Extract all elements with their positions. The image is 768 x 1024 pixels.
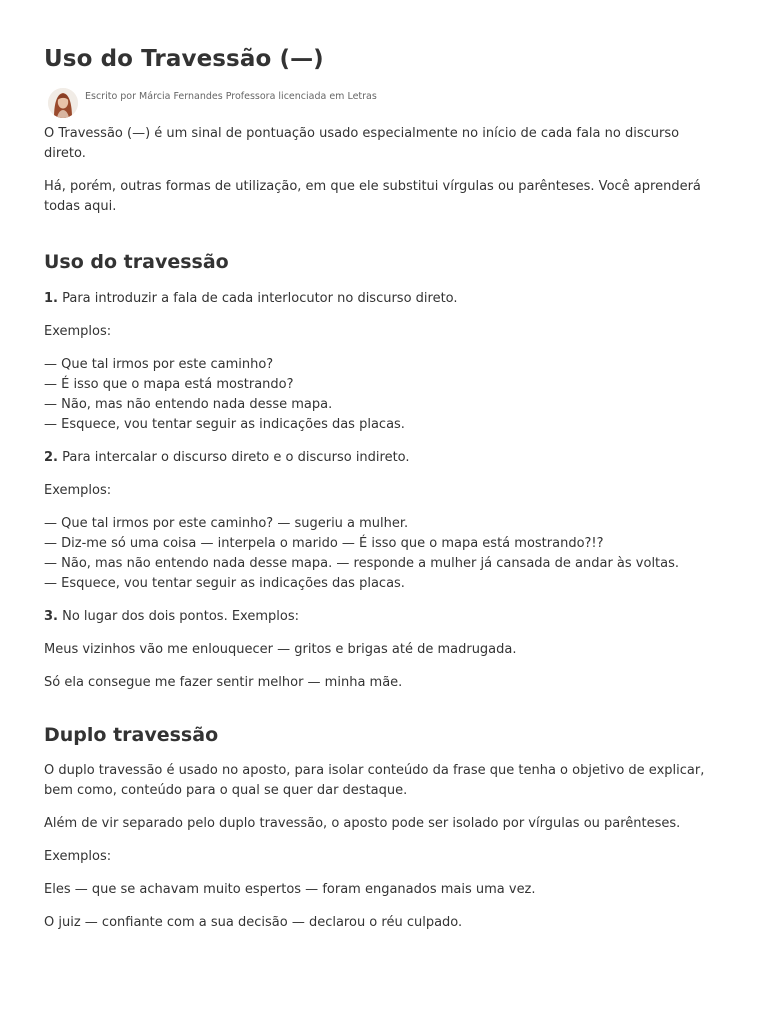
example-line: — Não, mas não entendo nada desse mapa. bbox=[44, 397, 333, 412]
example-list-2 bbox=[44, 514, 724, 594]
example-line: — Que tal irmos por este caminho? bbox=[44, 357, 274, 372]
byline-text: Escrito por Márcia Fernandes Professora licenciada em Letras bbox=[85, 91, 377, 102]
example-line: — É isso que o mapa está mostrando? bbox=[44, 377, 294, 392]
examples-label-1: Exemplos: bbox=[44, 324, 112, 339]
rule-text-1: Para introduzir a fala de cada interlocutor no discurso direto. bbox=[57, 291, 458, 306]
rule-item-2 bbox=[44, 448, 724, 468]
rule-number-3: 3. bbox=[44, 609, 58, 624]
example-paragraph: Só ela consegue me fazer sentir melhor — minha mãe. bbox=[44, 675, 403, 690]
article-content bbox=[44, 124, 724, 946]
example-paragraph: O juiz — confiante com a sua decisão — declarou o réu culpado. bbox=[44, 915, 463, 930]
example-line: — Que tal irmos por este caminho? — sugeriu a mulher. bbox=[44, 516, 409, 531]
rule-item-3 bbox=[44, 607, 724, 627]
rule-text-3: No lugar dos dois pontos. Exemplos: bbox=[57, 609, 299, 624]
section-heading-duplo: Duplo travessão bbox=[44, 724, 219, 746]
example-line: — Esquece, vou tentar seguir as indicações das placas. bbox=[44, 576, 405, 591]
rule-item-1 bbox=[44, 289, 724, 309]
author-photo-icon bbox=[48, 88, 78, 118]
examples-label-2: Exemplos: bbox=[44, 483, 112, 498]
example-paragraph: Meus vizinhos vão me enlouquecer — gritos e brigas até de madrugada. bbox=[44, 642, 517, 657]
article-title: Uso do Travessão (—) bbox=[44, 46, 324, 72]
example-paragraph: Eles — que se achavam muito espertos — foram enganados mais uma vez. bbox=[44, 882, 536, 897]
rule-number-1: 1. bbox=[44, 291, 58, 306]
rule-number-2: 2. bbox=[44, 450, 58, 465]
duplo-paragraph-1: O duplo travessão é usado no aposto, para isolar conteúdo da frase que tenha o objetivo de explicar, bem como, conteúdo para o qual se quer dar destaque. bbox=[44, 763, 705, 798]
rule-text-2: Para intercalar o discurso direto e o discurso indireto. bbox=[57, 450, 410, 465]
example-line: — Diz-me só uma coisa — interpela o marido — É isso que o mapa está mostrando?!? bbox=[44, 536, 604, 551]
example-line: — Não, mas não entendo nada desse mapa. — responde a mulher já cansada de andar às voltas. bbox=[44, 556, 680, 571]
example-line: — Esquece, vou tentar seguir as indicações das placas. bbox=[44, 417, 405, 432]
author-avatar[interactable] bbox=[48, 88, 78, 118]
examples-label-3: Exemplos: bbox=[44, 849, 112, 864]
duplo-paragraph-2: Além de vir separado pelo duplo travessão, o aposto pode ser isolado por vírgulas ou parênteses. bbox=[44, 816, 681, 831]
section-heading-uso: Uso do travessão bbox=[44, 251, 229, 273]
intro-paragraph-2: Há, porém, outras formas de utilização, em que ele substitui vírgulas ou parênteses. Você aprenderá todas aqui. bbox=[44, 179, 701, 214]
intro-paragraph-1: O Travessão (—) é um sinal de pontuação usado especialmente no início de cada fala no discurso direto. bbox=[44, 126, 680, 161]
author-byline bbox=[44, 88, 377, 122]
example-list-1 bbox=[44, 355, 724, 435]
